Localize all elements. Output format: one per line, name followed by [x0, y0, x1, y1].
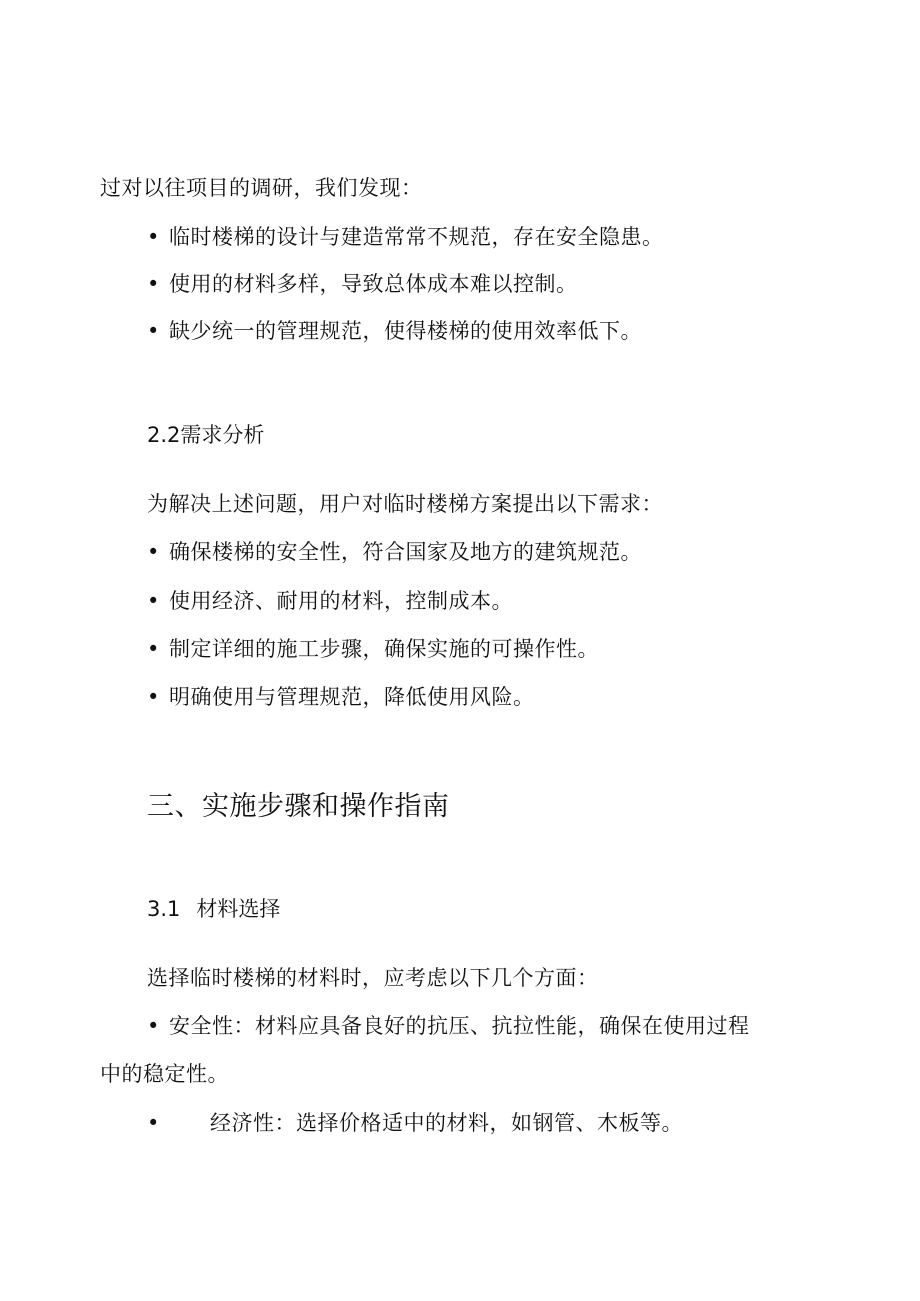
- material-safety-text: 安全性：材料应具备良好的抗压、抗拉性能，确保在使用过程: [169, 1014, 750, 1038]
- bullet: •: [147, 319, 160, 343]
- section-2-2-title: 2.2需求分析: [147, 423, 265, 447]
- finding-text: 临时楼梯的设计与建造常常不规范，存在安全隐患。: [169, 225, 664, 249]
- material-economy-text: 经济性：选择价格适中的材料，如钢管、木板等。: [210, 1111, 683, 1135]
- requirement-item: [147, 634, 599, 664]
- requirement-text: 使用经济、耐用的材料，控制成本。: [169, 589, 513, 613]
- requirement-text: 明确使用与管理规范，降低使用风险。: [169, 685, 535, 709]
- requirement-text: 确保楼梯的安全性，符合国家及地方的建筑规范。: [169, 540, 642, 564]
- requirement-item: [147, 586, 513, 616]
- finding-item: [147, 316, 642, 346]
- requirement-item: [147, 537, 642, 567]
- section-3-1-label: 材料选择: [196, 897, 281, 921]
- finding-text: 使用的材料多样，导致总体成本难以控制。: [169, 272, 578, 296]
- section-3-title: 三、实施步骤和操作指南: [147, 791, 450, 822]
- finding-item: [147, 222, 664, 252]
- requirement-item: [147, 682, 535, 712]
- intro-line: 过对以往项目的调研，我们发现：: [100, 176, 423, 200]
- finding-text: 缺少统一的管理规范，使得楼梯的使用效率低下。: [169, 319, 642, 343]
- bullet: •: [147, 540, 160, 564]
- section-3-1-title: [147, 894, 280, 924]
- bullet: •: [147, 637, 160, 661]
- bullet: •: [147, 225, 160, 249]
- bullet: •: [147, 1014, 160, 1038]
- section-3-1-number: 3.1: [147, 897, 181, 921]
- material-safety-continuation: 中的稳定性。: [100, 1062, 229, 1086]
- finding-item: [147, 269, 578, 299]
- bullet: •: [147, 589, 160, 613]
- material-item-economy: [147, 1108, 683, 1138]
- section-3-1-intro: 选择临时楼梯的材料时，应考虑以下几个方面：: [147, 966, 599, 990]
- bullet: •: [147, 1111, 160, 1135]
- bullet: •: [147, 685, 160, 709]
- requirement-text: 制定详细的施工步骤，确保实施的可操作性。: [169, 637, 599, 661]
- section-2-2-intro: 为解决上述问题，用户对临时楼梯方案提出以下需求：: [147, 492, 663, 516]
- bullet: •: [147, 272, 160, 296]
- material-item-safety: [147, 1011, 750, 1041]
